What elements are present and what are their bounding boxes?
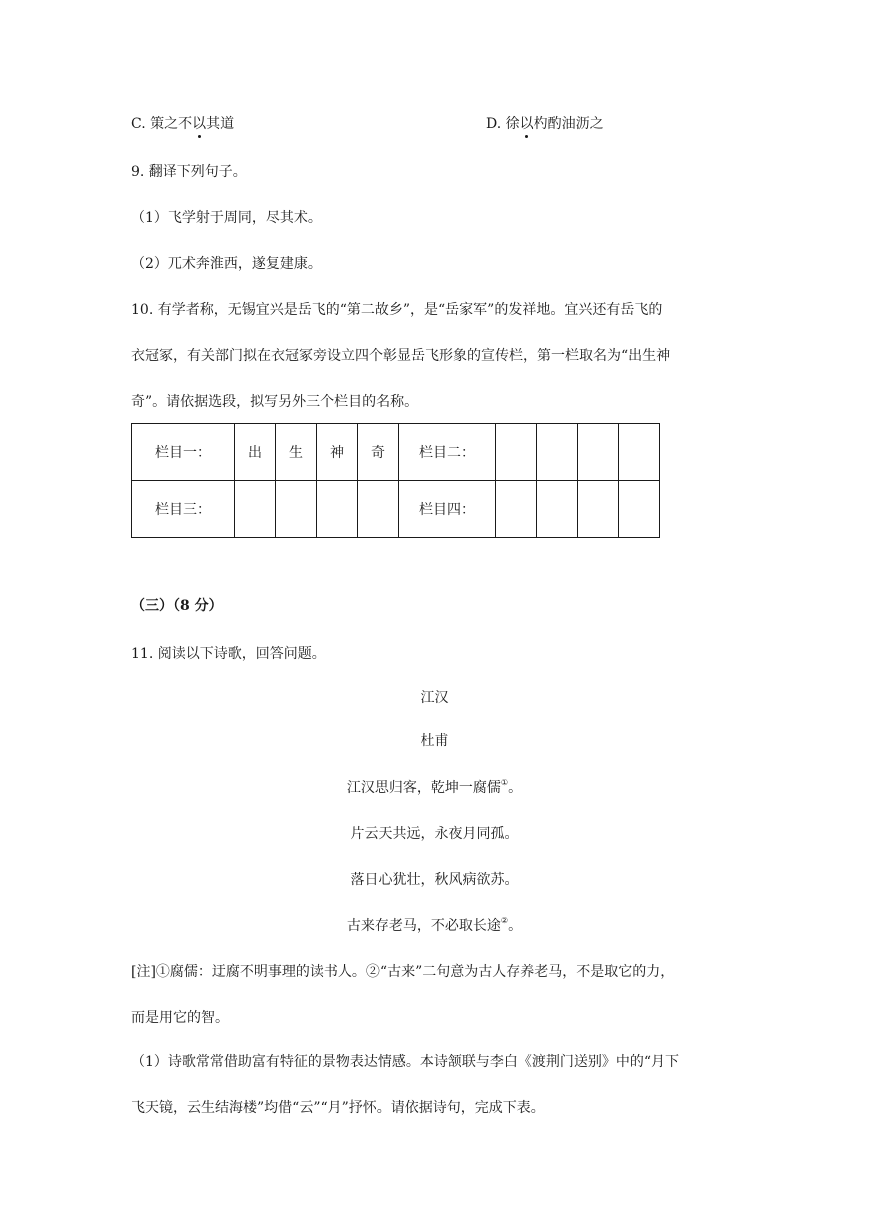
char-cell: 奇 <box>358 424 399 481</box>
label-column-1: 栏目一： <box>132 424 235 481</box>
answer-cell[interactable] <box>358 481 399 538</box>
char-cell: 神 <box>317 424 358 481</box>
label-column-4: 栏目四： <box>399 481 496 538</box>
answer-cell[interactable] <box>496 424 537 481</box>
label-column-2: 栏目二： <box>399 424 496 481</box>
answer-cell[interactable] <box>235 481 276 538</box>
q9-sentence-2: （2）兀术奔淮西，遂复建康。 <box>131 256 322 272</box>
answer-cell[interactable] <box>537 424 578 481</box>
q11-sub1-line-2: 飞天镜，云生结海楼”均借“云”“月”抒怀。请依据诗句，完成下表。 <box>131 1100 545 1116</box>
column-names-table <box>131 423 660 538</box>
table-row <box>132 424 660 481</box>
answer-cell[interactable] <box>619 481 660 538</box>
q11-sub1-line-1: （1）诗歌常常借助富有特征的景物表达情感。本诗颔联与李白《渡荆门送别》中的“月下 <box>131 1054 680 1070</box>
q10-line-1: 10. 有学者称，无锡宜兴是岳飞的“第二故乡”，是“岳家军”的发祥地。宜兴还有岳飞的 <box>131 302 663 318</box>
answer-cell[interactable] <box>537 481 578 538</box>
poem-author: 杜甫 <box>420 733 449 749</box>
answer-cell[interactable] <box>619 424 660 481</box>
q9-sentence-1: （1）飞学射于周同，尽其术。 <box>131 210 322 226</box>
q10-line-3: 奇”。请依据选段，拟写另外三个栏目的名称。 <box>131 394 419 410</box>
answer-cell[interactable] <box>578 424 619 481</box>
poem-line-3: 落日心犹壮，秋风病欲苏。 <box>350 872 519 888</box>
answer-cell[interactable] <box>276 481 317 538</box>
option-d: D. 徐以杓酌油沥之 <box>486 116 604 132</box>
char-cell: 出 <box>235 424 276 481</box>
footnote-marker: ② <box>500 916 509 925</box>
notes-line-1: [注]①腐儒：迂腐不明事理的读书人。②“古来”二句意为古人存养老马，不是取它的力， <box>131 964 675 980</box>
poem-line-2: 片云天共远，永夜月同孤。 <box>350 826 519 842</box>
q10-line-2: 衣冠冢，有关部门拟在衣冠冢旁设立四个彰显岳飞形象的宣传栏，第一栏取名为“出生神 <box>131 348 671 364</box>
poem-line-1: 江汉思归客，乾坤一腐儒①。 <box>346 778 523 796</box>
notes-line-2: 而是用它的智。 <box>131 1010 229 1026</box>
answer-cell[interactable] <box>578 481 619 538</box>
answer-cell[interactable] <box>317 481 358 538</box>
char-cell: 生 <box>276 424 317 481</box>
poem-title: 江汉 <box>420 690 449 706</box>
q11-title: 11. 阅读以下诗歌，回答问题。 <box>131 646 326 662</box>
option-c: C. 策之不以其道 <box>131 116 235 132</box>
poem-line-4: 古来存老马，不必取长途②。 <box>346 916 523 934</box>
answer-cell[interactable] <box>496 481 537 538</box>
section-heading: （三）（8 分） <box>131 598 223 614</box>
footnote-marker: ① <box>500 778 509 787</box>
table-row <box>132 481 660 538</box>
label-column-3: 栏目三： <box>132 481 235 538</box>
dotted-char-c: 以 <box>192 116 207 132</box>
dotted-char-d: 以 <box>519 116 534 132</box>
q9-title: 9. 翻译下列句子。 <box>131 164 247 180</box>
